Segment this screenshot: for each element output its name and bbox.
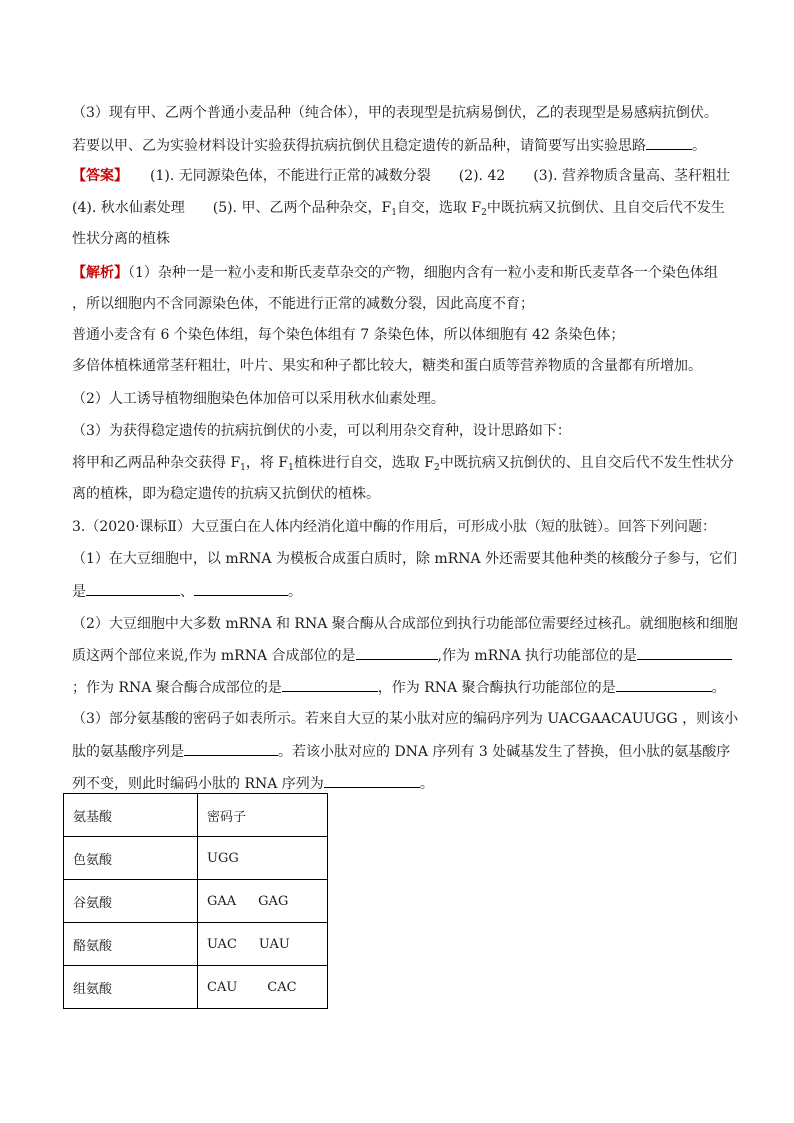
q3-part3-line2 <box>72 741 732 762</box>
answer-blank <box>637 645 732 660</box>
table-header-cell: 密码子 <box>198 794 328 837</box>
codon: GAG <box>258 893 289 909</box>
table-row <box>64 837 328 880</box>
table-header-row <box>64 794 328 837</box>
amino-acid-cell: 组氨酸 <box>64 966 198 1009</box>
analysis-text7a: 将甲和乙两品种杂交获得 F <box>72 455 241 471</box>
answer-blank <box>86 581 180 596</box>
analysis-line4: 多倍体植株通常茎秆粗壮，叶片、果实和种子都比较大，糖类和蛋白质等营养物质的含量都有所增加。 <box>72 358 702 374</box>
answer-label: 【答案】 <box>72 168 128 184</box>
q-part3-line1: （3）现有甲、乙两个普通小麦品种（纯合体），甲的表现型是抗病易倒伏，乙的表现型是易感病抗倒伏。 <box>72 105 718 121</box>
analysis-line5: （2）人工诱导植物细胞染色体加倍可以采用秋水仙素处理。 <box>72 391 445 407</box>
answer-blank <box>184 741 278 756</box>
answer-text2c: 中既抗病又抗倒伏、且自交后代不发生 <box>486 200 725 216</box>
subscript: 2 <box>433 463 440 473</box>
answer-blank <box>646 135 692 150</box>
analysis-line1 <box>72 263 732 283</box>
subscript: 1 <box>288 463 294 473</box>
codon: GAA <box>207 893 237 909</box>
answer-line1 <box>72 166 732 186</box>
q3-part2-line2 <box>72 645 732 666</box>
q-part3-line2-text: 若要以甲、乙为实验材料设计实验获得抗病抗倒伏且稳定遗传的新品种，请简要写出实验思路 <box>72 138 646 154</box>
text: 是 <box>72 584 86 600</box>
codon: UAC <box>207 936 237 952</box>
subscript: 1 <box>391 208 397 218</box>
text: 质这两个部位来说,作为 mRNA 合成部位的是 <box>72 648 356 664</box>
answer-text1: (1). 无同源染色体，不能进行正常的减数分裂 (2). 42 (3). 营养物质含量高、茎秆粗壮 <box>150 168 731 184</box>
subscript: 1 <box>240 463 246 473</box>
answer-blank <box>324 773 420 788</box>
table-header-cell: 氨基酸 <box>64 794 198 837</box>
answer-blank <box>356 645 438 660</box>
analysis-line7 <box>72 453 732 478</box>
q3-part1-line1: （1）在大豆细胞中，以 mRNA 为模板合成蛋白质时，除 mRNA 外还需要其他种类的核酸分子参与，它们 <box>72 551 738 567</box>
codon: UAU <box>258 936 290 952</box>
amino-acid-cell: 色氨酸 <box>64 837 198 880</box>
analysis-text7b: ，将 F <box>245 455 289 471</box>
answer-line2 <box>72 198 732 223</box>
analysis-line2: ，所以细胞内不含同源染色体，不能进行正常的减数分裂，因此高度不育； <box>72 296 534 312</box>
amino-acid-cell: 谷氨酸 <box>64 880 198 923</box>
answer-line3: 性状分离的植株 <box>72 231 170 247</box>
analysis-line6: （3）为获得稳定遗传的抗病抗倒伏的小麦，可以利用杂交育种，设计思路如下： <box>72 423 571 439</box>
table-row <box>64 923 328 966</box>
codon: CAU <box>207 979 238 995</box>
text: 。 <box>419 776 434 792</box>
text: ,作为 mRNA 执行功能部位的是 <box>437 648 638 664</box>
text: ，作为 RNA 聚合酶执行功能部位的是 <box>377 680 616 696</box>
codon-cell <box>198 966 328 1009</box>
text: 。若该小肽对应的 DNA 序列有 3 处碱基发生了替换，但小肽的氨基酸序 <box>278 744 731 760</box>
answer-text2b: 自交，选取 F <box>396 200 482 216</box>
codon-cell <box>198 880 328 923</box>
answer-blank <box>282 677 378 692</box>
text: 。 <box>288 584 302 600</box>
text: ；作为 RNA 聚合酶合成部位的是 <box>72 680 282 696</box>
codon-cell <box>198 923 328 966</box>
text: 。 <box>711 680 726 696</box>
codon: CAC <box>267 979 297 995</box>
analysis-text1: （1）杂种一是一粒小麦和斯氏麦草杂交的产物，细胞内含有一粒小麦和斯氏麦草各一个染色体组 <box>128 265 718 281</box>
codon-table <box>63 793 328 1009</box>
text: 列不变，则此时编码小肽的 RNA 序列为 <box>72 776 324 792</box>
subscript: 2 <box>481 208 487 218</box>
codon: UGG <box>207 850 239 866</box>
answer-blank <box>616 677 712 692</box>
text: 、 <box>180 584 194 600</box>
answer-text2a: (4). 秋水仙素处理 (5). 甲、乙两个品种杂交，F <box>72 200 392 216</box>
codon-cell <box>198 837 328 880</box>
analysis-line3: 普通小麦含有 6 个染色体组，每个染色体组有 7 条染色体，所以体细胞有 42 条染色体； <box>72 327 625 343</box>
q3-part3-line3 <box>72 773 732 794</box>
q-part3-line2 <box>72 135 732 156</box>
table-row <box>64 880 328 923</box>
q3-part2-line3 <box>72 677 732 698</box>
q3-stem: 3.（2020·课标Ⅱ）大豆蛋白在人体内经消化道中酶的作用后，可形成小肽（短的肽链）。回答下列问题： <box>72 519 716 535</box>
analysis-text7d: 中既抗病又抗倒伏的、且自交后代不发生性状分 <box>439 455 734 471</box>
analysis-label: 【解析】 <box>72 265 128 281</box>
q3-part3-line1: （3）部分氨基酸的密码子如表所示。若来自大豆的某小肽对应的编码序列为 UACGAACAUUGG ，则该小 <box>72 711 739 727</box>
analysis-text7c: 植株进行自交，选取 F <box>293 455 434 471</box>
text: 肽的氨基酸序列是 <box>72 744 184 760</box>
amino-acid-cell: 酪氨酸 <box>64 923 198 966</box>
table-row <box>64 966 328 1009</box>
q3-part1-line2 <box>72 581 732 602</box>
analysis-line8: 离的植株，即为稳定遗传的抗病又抗倒伏的植株。 <box>72 486 380 502</box>
answer-blank <box>194 581 288 596</box>
punct: 。 <box>692 138 706 154</box>
q3-part2-line1: （2）大豆细胞中大多数 mRNA 和 RNA 聚合酶从合成部位到执行功能部位需要经过核孔。就细胞核和细胞 <box>72 616 738 632</box>
